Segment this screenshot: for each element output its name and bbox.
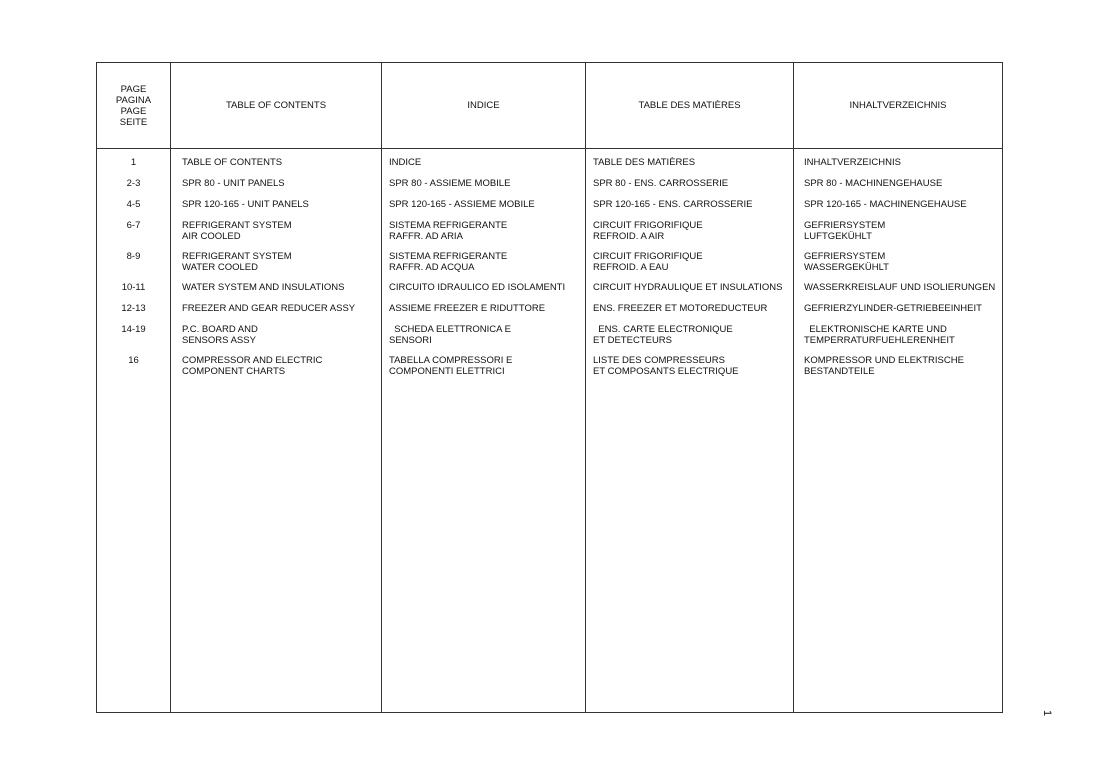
page-number-cell: 12-13: [121, 303, 146, 314]
english-cell: WATER SYSTEM AND INSULATIONS: [182, 282, 345, 293]
header-italian: INDICE: [467, 100, 500, 111]
english-cell: P.C. BOARD AND SENSORS ASSY: [182, 324, 258, 346]
page-number: 1: [1041, 709, 1054, 717]
english-cell: SPR 120-165 - UNIT PANELS: [182, 199, 309, 210]
header-page-column: [97, 63, 170, 148]
page-number-cell: 1: [130, 157, 137, 168]
german-cell: INHALTVERZEICHNIS: [804, 157, 901, 168]
french-cell: CIRCUIT FRIGORIFIQUE REFROID. A AIR: [593, 220, 703, 242]
italian-cell: SISTEMA REFRIGERANTE RAFFR. AD ACQUA: [389, 251, 508, 273]
italian-cell: ASSIEME FREEZER E RIDUTTORE: [389, 303, 546, 314]
page-number-cell: 4-5: [126, 199, 141, 210]
header-page-label: PAGE: [120, 83, 147, 95]
page-number-cell: 14-19: [121, 324, 146, 335]
header-seite-label: SEITE: [119, 116, 148, 128]
page-number-cell: 16: [128, 355, 139, 366]
french-cell: SPR 120-165 - ENS. CARROSSERIE: [593, 199, 753, 210]
column-divider: [793, 63, 794, 712]
french-cell: SPR 80 - ENS. CARROSSERIE: [593, 178, 729, 189]
toc-table: [96, 62, 1003, 713]
german-cell: ELEKTRONISCHE KARTE UND TEMPERRATURFUEHLERENHEIT: [804, 324, 955, 346]
italian-cell: SISTEMA REFRIGERANTE RAFFR. AD ARIA: [389, 220, 508, 242]
french-cell: CIRCUIT HYDRAULIQUE ET INSULATIONS: [593, 282, 783, 293]
german-cell: GEFRIERSYSTEM WASSERGEKÜHLT: [804, 251, 889, 273]
italian-cell: SPR 120-165 - ASSIEME MOBILE: [389, 199, 535, 210]
french-cell: TABLE DES MATIÈRES: [593, 157, 696, 168]
header-german: INHALTVERZEICHNIS: [849, 100, 947, 111]
header-page-fr-label: PAGE: [120, 105, 147, 117]
italian-cell: INDICE: [389, 157, 422, 168]
page-number-cell: 6-7: [126, 220, 141, 231]
english-cell: SPR 80 - UNIT PANELS: [182, 178, 285, 189]
french-cell: LISTE DES COMPRESSEURS ET COMPOSANTS ELECTRIQUE: [593, 355, 739, 377]
italian-cell: SPR 80 - ASSIEME MOBILE: [389, 178, 511, 189]
german-cell: SPR 120-165 - MACHINENGEHAUSE: [804, 199, 967, 210]
french-cell: ENS. FREEZER ET MOTOREDUCTEUR: [593, 303, 768, 314]
italian-cell: TABELLA COMPRESSORI E COMPONENTI ELETTRICI: [389, 355, 513, 377]
french-cell: ENS. CARTE ELECTRONIQUE ET DETECTEURS: [593, 324, 733, 346]
header-pagina-label: PAGINA: [115, 94, 152, 106]
german-cell: WASSERKREISLAUF UND ISOLIERUNGEN: [804, 282, 996, 293]
english-cell: TABLE OF CONTENTS: [182, 157, 283, 168]
header-english: TABLE OF CONTENTS: [225, 100, 327, 111]
header-french: TABLE DES MATIÈRES: [638, 100, 741, 111]
page-number-cell: 2-3: [126, 178, 141, 189]
english-cell: REFRIGERANT SYSTEM AIR COOLED: [182, 220, 292, 242]
english-cell: FREEZER AND GEAR REDUCER ASSY: [182, 303, 356, 314]
french-cell: CIRCUIT FRIGORIFIQUE REFROID. A EAU: [593, 251, 703, 273]
german-cell: SPR 80 - MACHINENGEHAUSE: [804, 178, 943, 189]
page-number-cell: 8-9: [126, 251, 141, 262]
english-cell: REFRIGERANT SYSTEM WATER COOLED: [182, 251, 292, 273]
page-number-cell: 10-11: [121, 282, 146, 293]
column-divider: [585, 63, 586, 712]
header-divider: [97, 148, 1002, 149]
column-divider: [381, 63, 382, 712]
italian-cell: SCHEDA ELETTRONICA E SENSORI: [389, 324, 511, 346]
italian-cell: CIRCUITO IDRAULICO ED ISOLAMENTI: [389, 282, 566, 293]
column-divider: [170, 63, 171, 712]
german-cell: KOMPRESSOR UND ELEKTRISCHE BESTANDTEILE: [804, 355, 964, 377]
german-cell: GEFRIERZYLINDER-GETRIEBEEINHEIT: [804, 303, 982, 314]
english-cell: COMPRESSOR AND ELECTRIC COMPONENT CHARTS: [182, 355, 323, 377]
german-cell: GEFRIERSYSTEM LUFTGEKÜHLT: [804, 220, 886, 242]
